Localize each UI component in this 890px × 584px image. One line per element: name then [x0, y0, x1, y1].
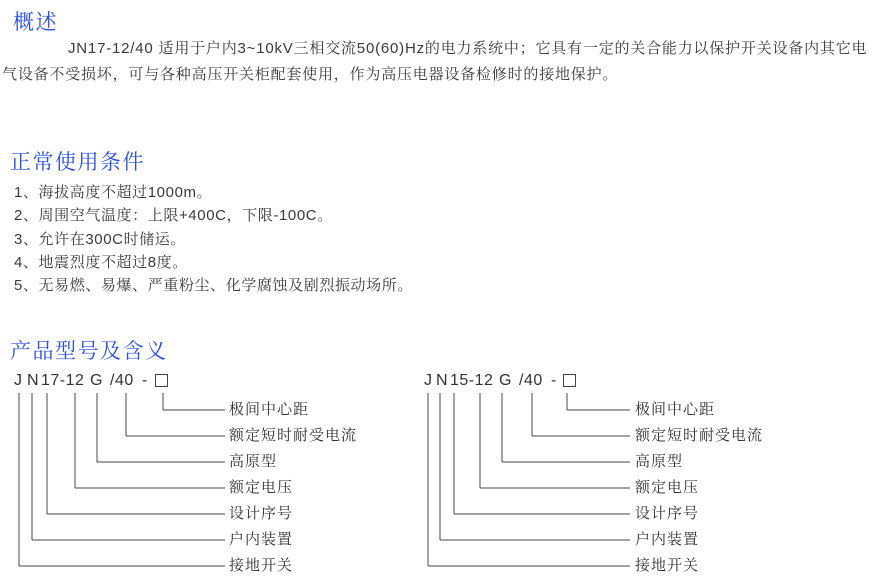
overview-title: 概述	[13, 11, 58, 34]
model-code-part: N	[27, 372, 40, 389]
model-diagram-jn17	[14, 370, 364, 582]
conditions-list	[14, 181, 413, 297]
model-code-part: G	[499, 372, 512, 389]
model-code-part: J	[424, 372, 433, 389]
model-label: 额定电压	[635, 479, 700, 496]
model-code-part: -	[551, 372, 557, 389]
model-label: 额定电压	[229, 479, 294, 496]
model-label: 额定短时耐受电流	[229, 427, 358, 444]
model-code-part: 17-12	[41, 372, 85, 389]
overview-paragraph: JN17-12/40 适用于户内3~10kV三相交流50(60)Hz的电力系统中；它具有一定的关合能力以保护开关设备内其它电气设备不受损坏，可与各种高压开关柜配套使用，作为高压电器设备检修时的接地保护。	[2, 40, 868, 83]
model-code-part: /40	[110, 372, 134, 389]
model-label: 接地开关	[635, 557, 700, 574]
model-code-part: J	[14, 372, 23, 389]
model-code-part: N	[436, 372, 449, 389]
condition-item: 1、海拔高度不超过1000m。	[14, 184, 213, 201]
model-code-part: /40	[519, 372, 543, 389]
model-label: 高原型	[229, 453, 278, 470]
model-code-part: 15-12	[450, 372, 494, 389]
model-diagram-jn15	[424, 370, 774, 582]
condition-item: 4、地震烈度不超过8度。	[14, 253, 188, 271]
model-label: 设计序号	[635, 505, 700, 522]
model-title: 产品型号及含义	[10, 340, 168, 363]
model-label: 户内装置	[229, 531, 294, 548]
model-label: 户内装置	[635, 531, 700, 548]
model-label: 极间中心距	[635, 401, 716, 418]
model-label: 极间中心距	[229, 401, 310, 418]
model-label: 接地开关	[229, 557, 294, 574]
condition-item: 3、允许在300C时储运。	[14, 230, 187, 248]
model-code-part: -	[142, 372, 148, 389]
model-label: 额定短时耐受电流	[635, 427, 764, 444]
condition-item: 2、周围空气温度：上限+400C，下限-100C。	[14, 207, 333, 225]
model-code-part: G	[90, 372, 103, 389]
model-label: 高原型	[635, 453, 684, 470]
connector-lines	[14, 370, 364, 582]
conditions-title: 正常使用条件	[10, 151, 145, 174]
model-label: 设计序号	[229, 505, 294, 522]
connector-lines	[424, 370, 774, 582]
condition-item: 5、无易燃、易爆、严重粉尘、化学腐蚀及剧烈振动场所。	[14, 277, 413, 295]
